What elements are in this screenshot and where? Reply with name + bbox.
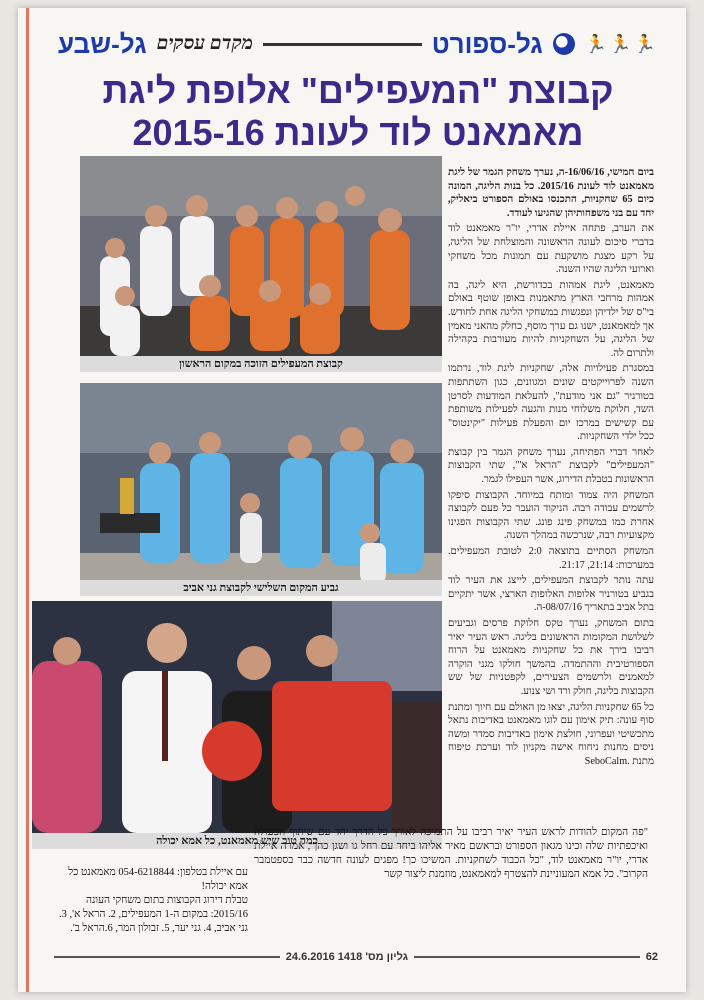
brand-logo: גל-שבע <box>58 28 147 59</box>
headline-line-2: מאמאנט לוד לעונת 2015-16 <box>132 112 584 153</box>
masthead <box>58 26 658 62</box>
article-paragraph: את הערב, פתחה איילת אדרי, יו"ר מאמאנט לוד בדברי סיכום לעונה הראשונה והמוצלחת של הליגה, על רקע מצגת מושקעת עם תמונות מכל משחקי וארועי הליגה שהיו השנה. <box>448 223 654 276</box>
article-paragraph-text: כל 65 שחקניות הליגה, יצאו מן האולם עם חיוך ומתנת סוף עונה: תיק אימון עם לוגו מאמאנט באדיבות נתאל מתכשיטי ועפרוני, חולצת אימון באדיבות סמדר ומשה ניסים מחנות ניחוח אישה מקניון לוד וערכת טיפוח מתנת <box>448 701 654 767</box>
standings-table-text: טבלת דירוג הקבוצות בתום משחקי העונה 2015/16: במקום ה-1 המעפילים, 2. הראל א', 3. גני אביב, 4. גני יער, 5. זבולון המר, 6.הראל ב'. <box>59 895 248 934</box>
group-photo-illustration <box>32 601 442 833</box>
article-paragraph: מאמאנט, ליגת אמהות בכדורשת, היא ליגה, בה אמהות מרחבי הארץ מתאמנות באופן שוטף באולם בי"ס של ילדיהן ונפגשות במשחקי הליגה אחת לחודש. אך למאמאנט, ישנו גם ערך מוסף, כחלק מהאני מאמין של הליגה, על השחקניות להיות מעורבות בקהילה ולתרום לה. <box>448 279 654 359</box>
headline-line-1: קבוצת "המעפילים" אלופת ליגת <box>102 70 614 111</box>
article-paragraph: המשחק היה צמוד ומותח במיוחד. הקבוצות סיפקו לרשמים עבודה רבה. הניקוד הועבר כל פעם לקבוצה אחרת כמו במשחק פינג פונג. שתי הקבוצות הפגינו מקצועיות רבה, שנרכשה במהלך השנה. <box>448 489 654 542</box>
article-paragraph <box>448 701 654 769</box>
headline <box>78 70 638 154</box>
article-paragraph: במסגרת פעילויות אלה, שחקניות ליגת לוד, נרתמו השנה לפרוייקטים שונים ומגוונים, כגון השתתפות בטורניר "גם אני מודעת", להעלאת המודעות לסרטן השד, חלוקת משלוחי מנות והגעה לפעילות משותפת עם קשישים במרכז יום והפעלת פעילות "יקינטוס" ככל ילדי השחקניות. <box>448 363 654 443</box>
photo-caption-3: כמה טוב שיש מאמאנט, כל אמא יכולה <box>32 833 442 849</box>
article-paragraph: לאחר דברי הפתיחה, נערך משחק הגמר בין קבוצת "המעפילים" לקבוצת "הראל א'", שתי הקבוצות הראשונות בטבלת הדירוג, אשר העפילו לגמר. <box>448 446 654 486</box>
tagline: מקדם עסקים <box>156 33 254 54</box>
newspaper-page <box>18 8 686 992</box>
contact-line: עם איילת בטלפון: 054-6218844 מאמאנט כל אמא יכולה! <box>68 867 248 892</box>
photo-champions <box>80 156 442 356</box>
photo-caption-1: קבוצת המעפילים הזוכה במקום הראשון <box>80 356 442 372</box>
article-closing: "פה המקום להודות לראש העיר יאיר רביבו על התמיכה לאורך כל הדרך יחד עם שיתוף הפעולה ואיכפתיות שלה וכינו מגאון הספורט ובראשם מאיר אליהו ביחד עם רחל גו ושגן כהן", אמרה איילת אדרי, יו"ר מאמאנט לוד, "כל הכבוד לשחקניות. המשיכו כך! מפגים לעונה חדשה כבר בספטמבר הקרוב". כל אמא המעוניינת להצטרף למאמאנט, מוזמנת ליצור קשר <box>254 827 648 880</box>
sponsor-name: SeboCalm. <box>584 755 630 767</box>
contact-and-standings <box>48 866 248 936</box>
issue-info: גליון מס' 1418 24.6.2016 <box>285 951 408 963</box>
photo-third-place <box>80 383 442 593</box>
masthead-rule <box>263 43 422 46</box>
page-number: 62 <box>645 951 658 963</box>
article-paragraph: המשחק הסתיים בתוצאה 2:0 לטובת המעפילים. במערכות: 21:14, 21:17. <box>448 546 654 571</box>
article-paragraph: עתה נותר לקבוצת המעפילים, לייצג את העיר לוד בגביע בטורניר אלופות האלופות הארצי, אשר יתקיים בתל אביב בתאריך 08/07/16-ה. <box>448 575 654 614</box>
footer-rule-right <box>414 956 640 958</box>
article-paragraph: בתום המשחק, נערך טקס חלוקת פרסים וגביעים לשלושת המקומות הראשונים בליגה. ראש העיר יאיר רביבו בירך את כל שחקניות מאמאנט על הרוח הספורטיבית וההתמדה. בהמשך חולקו מגני הוקרה למאמנים ולרשמים הצעירים, לקפטניות של שש הקבוצות בליגה, חולק ורד ושי צנוע. <box>448 618 654 697</box>
page-footer <box>48 948 658 966</box>
team-photo-illustration <box>80 383 442 593</box>
article-lead: ביום חמישי, 16/06/16-ה, נערך משחק הגמר של ליגת מאמאנט לוד לעונת 2015/16. כל בנות הליגה, המונה כיום 65 שחקניות, התכנסו באולם הספורט ביאליק, יחד עם בני משפחותיהן שהגיעו לעודד. <box>448 167 655 219</box>
ball-icon <box>553 33 575 55</box>
footer-rule-left <box>54 956 280 958</box>
photo-caption-2: גביע המקום השלישי לקבוצת גני אביב <box>80 580 442 596</box>
photo-mamanet <box>32 601 442 833</box>
runners-icon: 🏃🏃🏃 <box>584 33 658 55</box>
margin-line <box>26 8 29 992</box>
sport-logo: גל-ספורט <box>431 28 543 59</box>
team-photo-illustration <box>80 156 442 356</box>
